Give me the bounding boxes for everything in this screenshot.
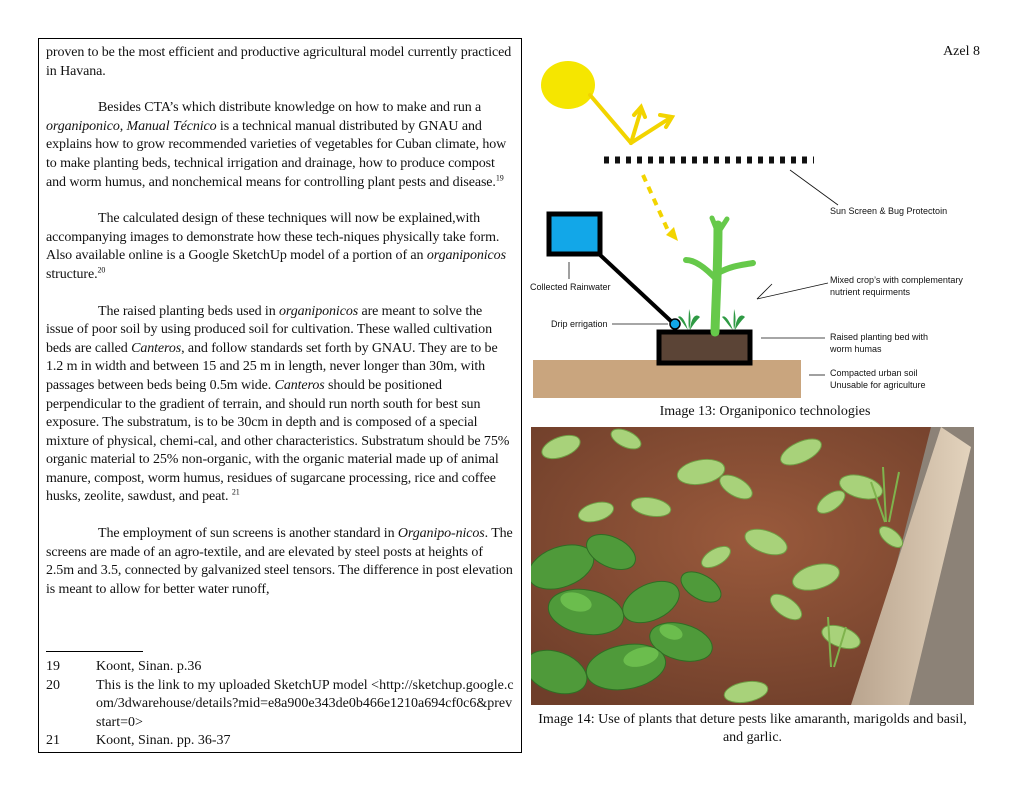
garden-photo	[531, 427, 974, 705]
paragraph-2: Besides CTA’s which distribute knowledge on how to make and run a organiponico, Manual Técnico is a technical manual distributed by GNAU and explains how to grow recommended varieties of vegetables for Cuban climate, how to make planting beds, technical irrigation and drainage, how to produce compost and worm humus, and nonchemical means for controlling plant pests and disease.$^{19}$	[46, 100, 507, 190]
compacted-soil-icon	[533, 360, 801, 398]
label-bed-2: worm humas	[830, 344, 882, 354]
label-rainwater: Collected Rainwater	[530, 282, 611, 292]
planting-bed-icon	[659, 332, 750, 363]
footnotes	[46, 658, 514, 751]
page-number-header: Azel 8	[943, 44, 980, 59]
rain-tank-icon	[549, 214, 600, 254]
sun-icon	[541, 61, 595, 109]
footnote-ref-21: 21	[231, 487, 240, 497]
label-bed-1: Raised planting bed with	[830, 332, 929, 342]
paragraph-1: proven to be the most efficient and productive agricultural model currently practiced in Havana.	[46, 45, 512, 79]
label-soil-2: Unusable for agriculture	[830, 380, 926, 390]
caption-image-13: Image 13: Organiponico technologies	[659, 404, 871, 419]
diagram-svg	[528, 55, 998, 405]
organiponico-diagram	[528, 55, 998, 405]
footnote-divider	[46, 651, 143, 652]
label-crops-2: nutrient requirments	[830, 287, 911, 297]
label-drip: Drip errigation	[551, 319, 608, 329]
footnote-ref-19: 19	[495, 172, 504, 182]
sketchup-link[interactable]: This is the link to my uploaded SketchUP model <http://sketchup.google.com/3dwarehouse/details?mid=e8a900e343de0b466e1210a694cf0c6&prevstart=0>	[96, 677, 514, 730]
caption-image-14: Image 14: Use of plants that deture pests like amaranth, marigolds and basil, and garlic.	[538, 712, 967, 745]
footnote-21: 21 Koont, Sinan. pp. 36-37	[46, 733, 231, 749]
paragraph-3: The calculated design of these techniques will now be explained,with accompanying images to demonstrate how these tech-niques physically take form. Also available online is a Google SketchUp model of a portion of an organiponicos structure.$^{20}$	[46, 211, 506, 282]
text-column	[38, 38, 522, 753]
label-sun-screen: Sun Screen & Bug Protectoin	[830, 206, 948, 216]
filtered-ray-icon	[643, 175, 670, 235]
tall-plant-icon	[686, 218, 753, 332]
sun-ray-icon	[590, 95, 672, 143]
paragraph-5: The employment of sun screens is another standard in Organipo-nicos. The screens are made of an agro-textile, and are elevated by steel posts at heights of 2.5m and 3.5, connected by galvanized steel tensors. The difference in post elevation is meant to allow for better water runoff,	[46, 526, 513, 597]
footnote-19: 19 Koont, Sinan. p.36	[46, 659, 202, 674]
label-crops-1: Mixed crop’s with complementary	[830, 275, 963, 285]
footnote-ref-20: 20	[97, 265, 106, 275]
footnote-20: 20 This is the link to my uploaded SketchUP model <http://sketchup.google.com/3dwarehouse/details?mid=e8a900e343de0b466e1210a694cf0c6&prevstart=0>	[46, 677, 514, 733]
garden-photo-svg	[531, 427, 974, 705]
paragraph-4: The raised planting beds used in organiponicos are meant to solve the issue of poor soil by using produced soil for cultivation. These walled cultivation beds are called Canteros, and follow standards set forth by GNAU. They are to be 1.2 m in width and between 15 and 25 m in length, never longer than 30m, with passages between beds being 0.5m wide. Canteros should be positioned perpendicular to the gradient of terrain, and should run north south for best sun exposure. The substratum, is to be 30cm in depth and is composed of a special mixture of physical, chemi-cal, and other characteristics. Substratum should be 75% organic material to 25% non-organic, with the organic material made up of animal manure, compost, worm humus, residues of sugarcane processing, rice and coffee husks, zeolite, sawdust, and peat. $^{21}$	[46, 303, 510, 505]
drip-nozzle-icon	[670, 319, 680, 329]
filtered-ray-arrowhead-icon	[666, 227, 678, 241]
label-soil-1: Compacted urban soil	[830, 368, 918, 378]
